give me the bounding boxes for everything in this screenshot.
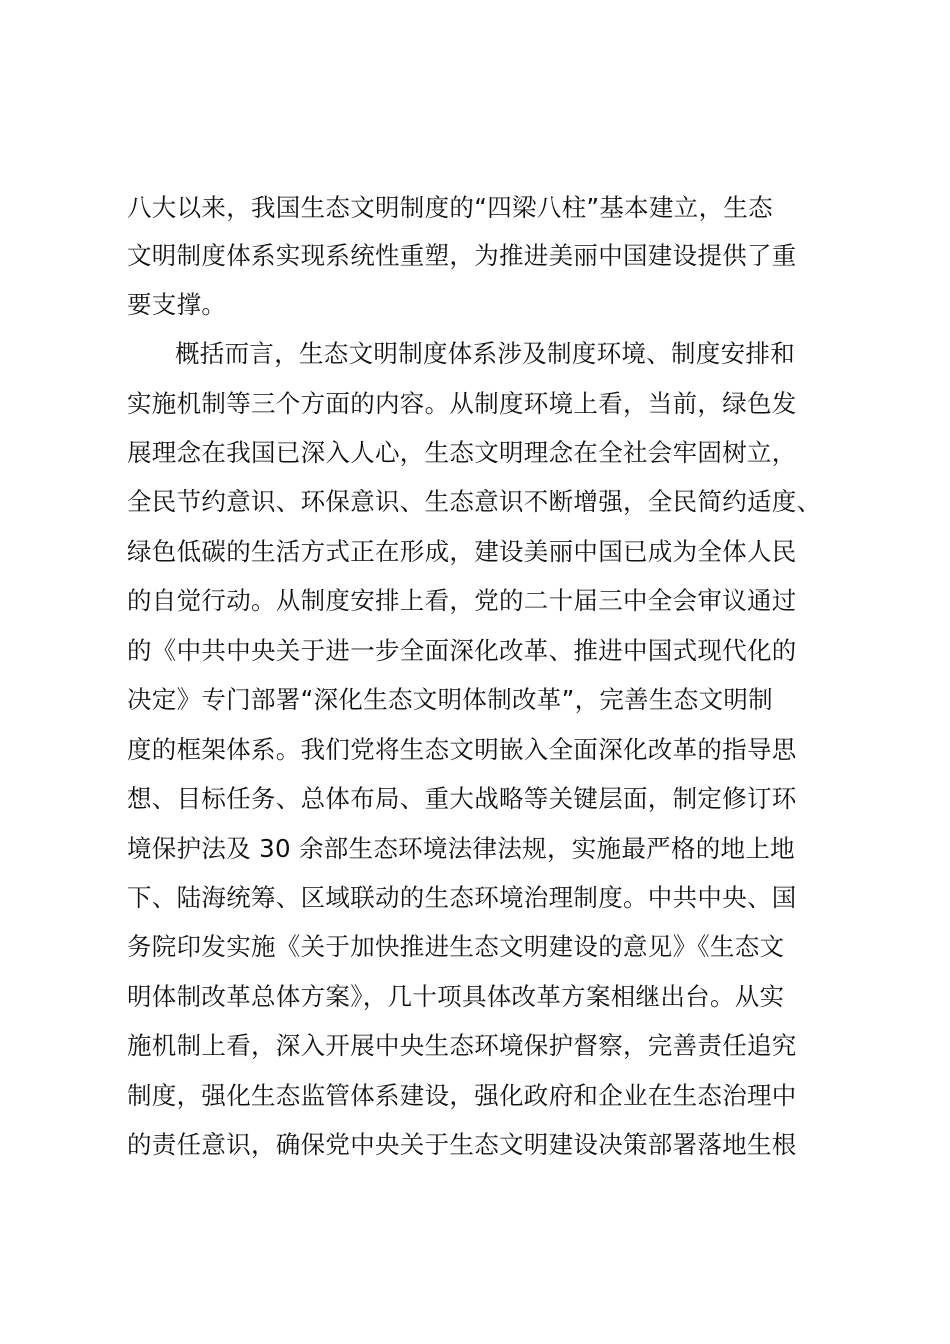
- text-line: 全民节约意识、环保意识、生态意识不断增强，全民简约适度、: [127, 487, 822, 516]
- text-line: 下、陆海统筹、区域联动的生态环境治理制度。中共中央、国: [127, 883, 797, 912]
- text-line: 的自觉行动。从制度安排上看，党的二十届三中全会审议通过: [127, 586, 797, 615]
- text-line: 决定》专门部署“深化生态文明体制改革”，完善生态文明制: [127, 685, 773, 714]
- text-line: 文明制度体系实现系统性重塑，为推进美丽中国建设提供了重: [127, 241, 797, 270]
- text-line: 务院印发实施《关于加快推进生态文明建设的意见》《生态文: [127, 932, 785, 961]
- text-line: 施机制上看，深入开展中央生态环境保护督察，完善责任追究: [127, 1031, 797, 1060]
- text-line: 八大以来，我国生态文明制度的“四梁八柱”基本建立，生态: [127, 193, 773, 222]
- text-line: 绿色低碳的生活方式正在形成，建设美丽中国已成为全体人民: [127, 537, 797, 566]
- text-line: 想、目标任务、总体布局、重大战略等关键层面，制定修订环: [127, 784, 797, 813]
- paragraph-first-line: 概括而言，生态文明制度体系涉及制度环境、制度安排和: [175, 339, 795, 368]
- text-line: 度的框架体系。我们党将生态文明嵌入全面深化改革的指导思: [127, 735, 797, 764]
- text-line: 要支撑。: [127, 290, 227, 319]
- text-line: 展理念在我国已深入人心，生态文明理念在全社会牢固树立，: [127, 438, 797, 467]
- text-line: 的《中共中央关于进一步全面深化改革、推进中国式现代化的: [127, 636, 797, 665]
- text-line: 制度，强化生态监管体系建设，强化政府和企业在生态治理中: [127, 1081, 797, 1110]
- text-line: 的责任意识，确保党中央关于生态文明建设决策部署落地生根: [127, 1130, 797, 1159]
- text-line: 明体制改革总体方案》，几十项具体改革方案相继出台。从实: [127, 982, 785, 1011]
- text-line: 实施机制等三个方面的内容。从制度环境上看，当前，绿色发: [127, 389, 797, 418]
- text-line: 境保护法及 30 余部生态环境法律法规，实施最严格的地上地: [127, 834, 795, 863]
